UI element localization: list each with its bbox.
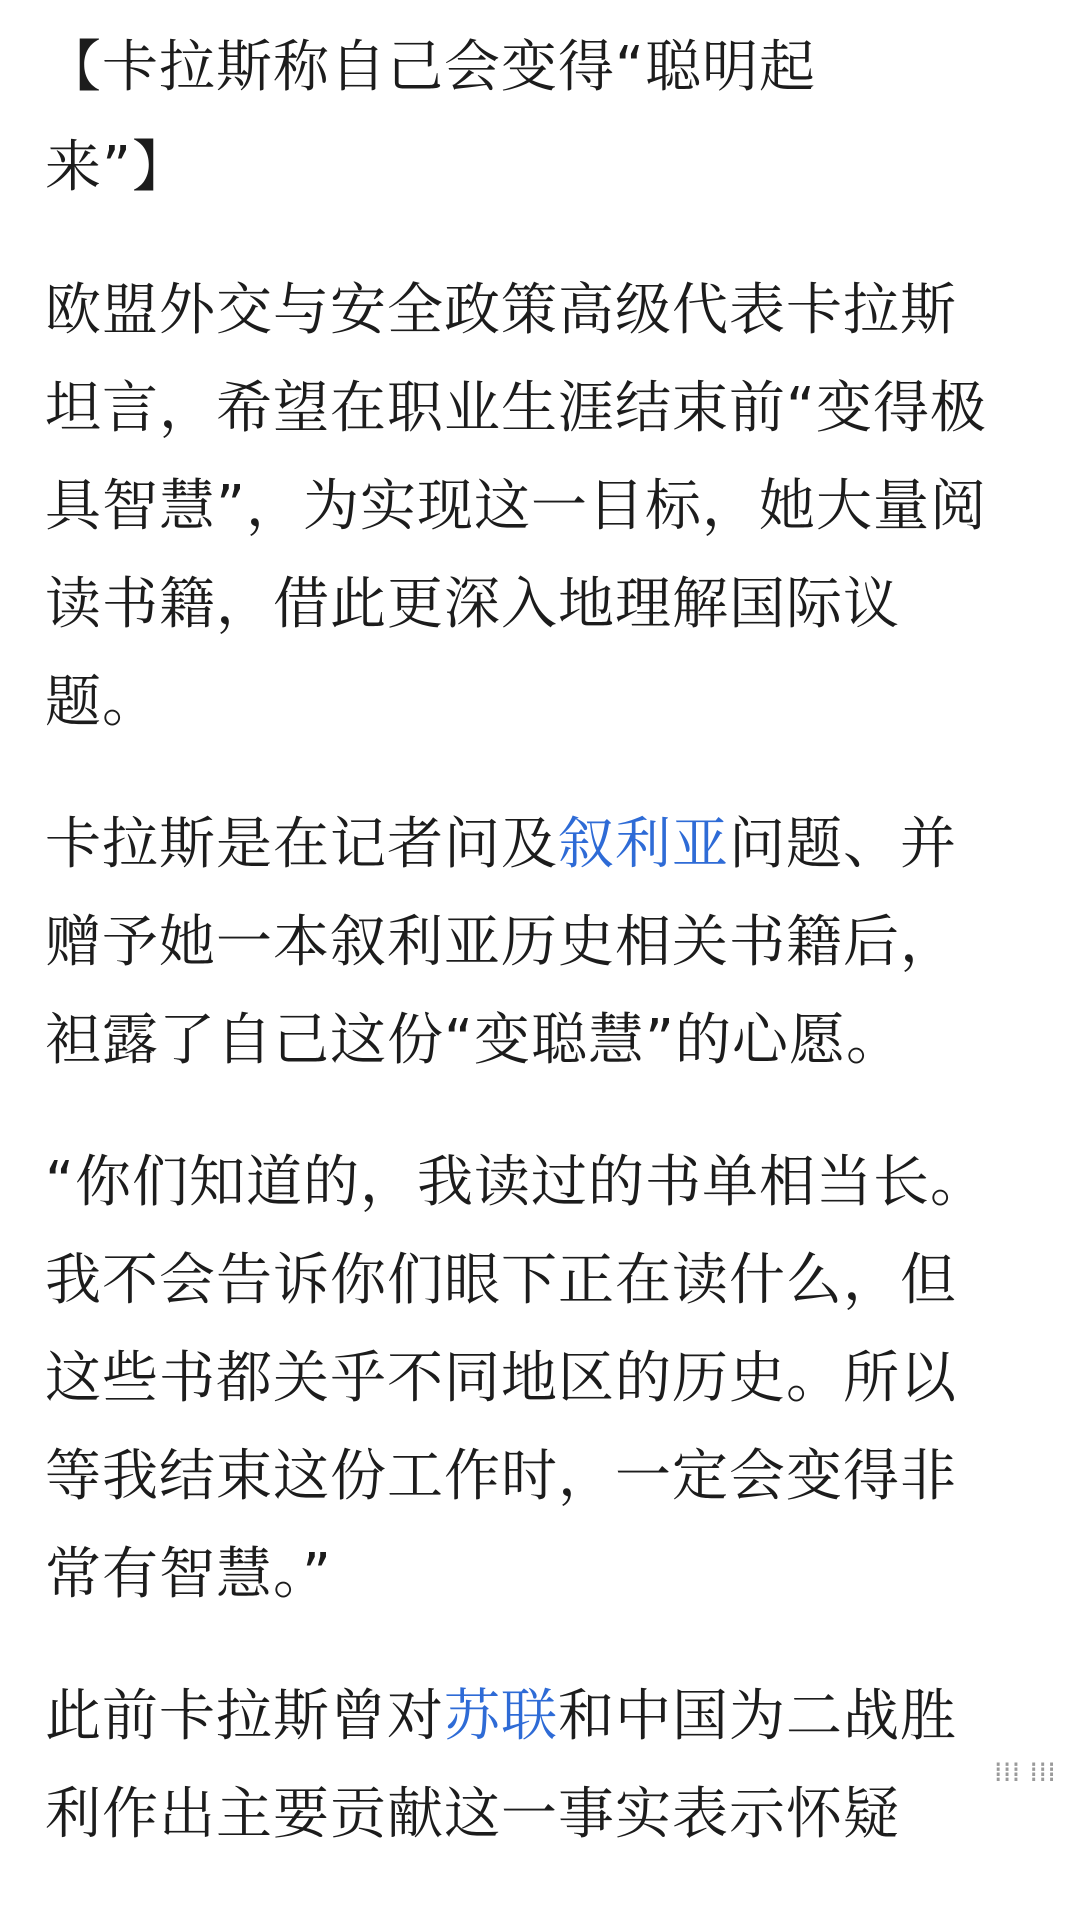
paragraph-4-text-before: 此前卡拉斯曾对: [45, 1684, 444, 1749]
paragraph-4-text-after: 和中国为二战胜利作出主要贡献这一事实表示怀疑: [45, 1684, 957, 1847]
soviet-union-link[interactable]: 苏联: [444, 1684, 558, 1749]
paragraph-2-text-before: 卡拉斯是在记者问及: [45, 812, 558, 877]
syria-link[interactable]: 叙利亚: [558, 812, 729, 877]
paragraph-4: [45, 1668, 1010, 1864]
watermark: [986, 1751, 1064, 1792]
article-title: 【卡拉斯称自己会变得“聪明起来”】: [45, 35, 817, 200]
article-body: [45, 18, 1005, 1908]
paragraph-2-text-after: 问题、并赠予她一本叙利亚历史相关书籍后，袒露了自己这份“变聪慧”的心愿。: [45, 812, 957, 1073]
watermark-text: ⁞⁞⁞ ⁞⁞⁞: [993, 1755, 1056, 1788]
paragraph-2: [45, 796, 1010, 1090]
paragraph-1: 欧盟外交与安全政策高级代表卡拉斯坦言，希望在职业生涯结束前“变得极具智慧”，为实现这一目标，她大量阅读书籍，借此更深入地理解国际议题。: [45, 278, 988, 735]
paragraph-3-quote: “你们知道的，我读过的书单相当长。我不会告诉你们眼下正在读什么，但这些书都关乎不同地区的历史。所以等我结束这份工作时，一定会变得非常有智慧。”: [45, 1150, 988, 1607]
